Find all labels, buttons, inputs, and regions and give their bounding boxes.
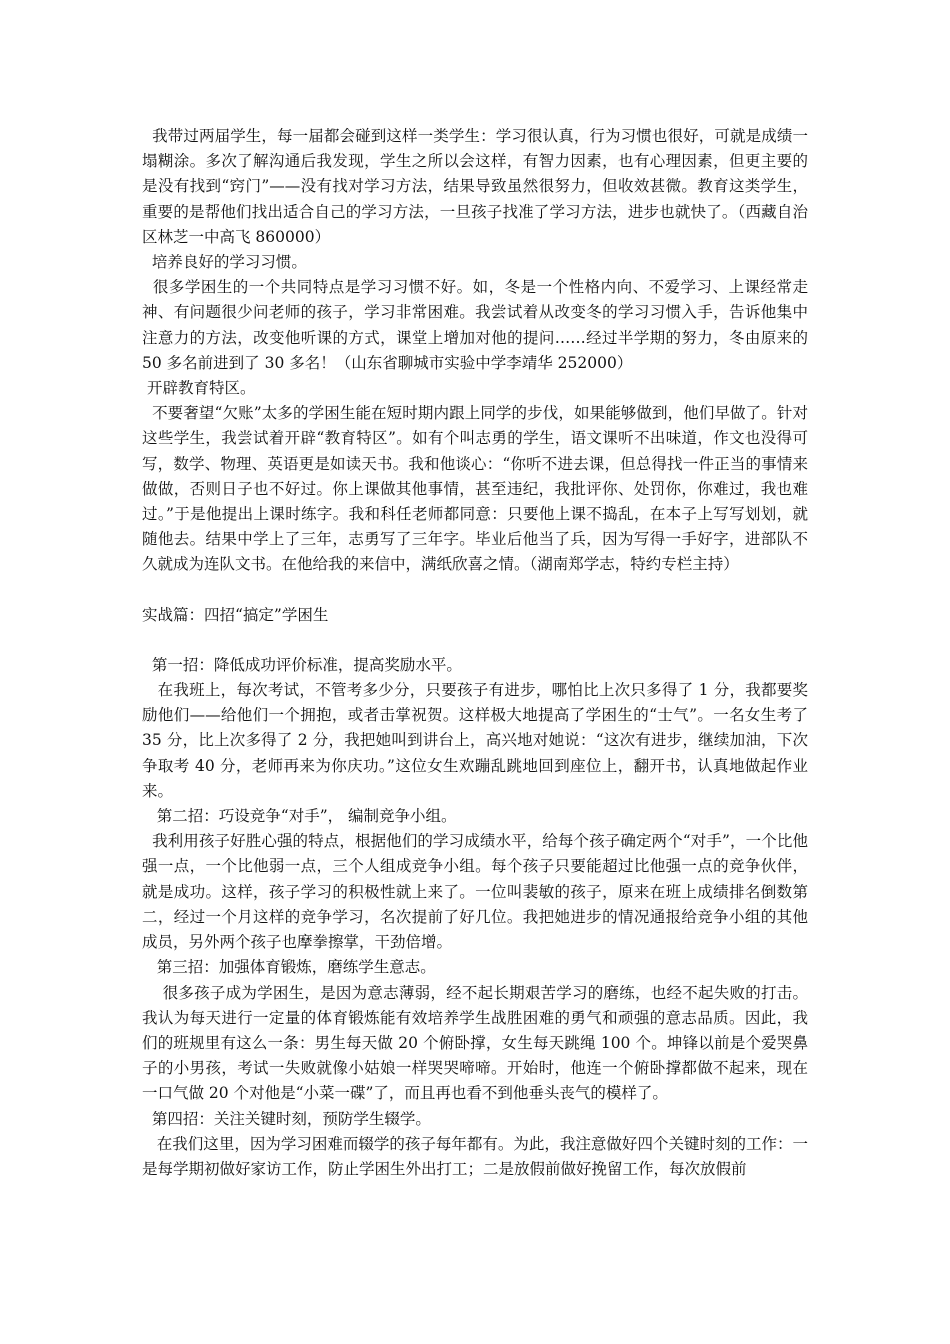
heading-tip-4: 第四招：关注关键时刻，预防学生辍学。 [142, 1109, 431, 1128]
document-body [142, 124, 813, 1182]
paragraph-habits: 很多学困生的一个共同特点是学习习惯不好。如，冬是一个性格内向、不爱学习、上课经常走神、有问题很少问老师的孩子，学习非常困难。我尝试着从改变冬的学习习惯入手，告诉他集中注意力的方法，改变他听课的方式，课堂上增加对他的提问……经过半学期的努力，冬由原来的 50 多名前进到了 30 多名！（山东省聊城市实验中学李靖华 252000） [142, 278, 813, 372]
paragraph-intro: 我带过两届学生，每一届都会碰到这样一类学生：学习很认真，行为习惯也很好，可就是成绩一塌糊涂。多次了解沟通后我发现，学生之所以会这样，有智力因素，也有心理因素，但更主要的是没有找到“窍门”——没有找对学习方法，结果导致虽然很努力，但收效甚微。教育这类学生，重要的是帮他们找出适合自己的学习方法，一旦孩子找准了学习方法，进步也就快了。（西藏自治区林芝一中高飞 860000） [142, 127, 808, 246]
paragraph-special-zone: 不要奢望“欠账”太多的学困生能在短时期内跟上同学的步伐，如果能够做到，他们早做了。针对这些学生，我尝试着开辟“教育特区”。如有个叫志勇的学生，语文课听不出味道，作文也没得可写，数学、物理、英语更是如读天书。我和他谈心：“你听不进去课，但总得找一件正当的事情来做做，否则日子也不好过。你上课做其他事情，甚至违纪，我批评你、处罚你，你难过，我也难过。”于是他提出上课时练字。我和科任老师都同意：只要他上课不捣乱，在本子上写写划划，就随他去。结果中学上了三年，志勇写了三年字。毕业后他当了兵，因为写得一手好字，进部队不久就成为连队文书。在他给我的来信中，满纸欣喜之情。（湖南郑学志，特约专栏主持） [142, 404, 808, 574]
heading-tip-1: 第一招：降低成功评价标准，提高奖励水平。 [142, 655, 462, 674]
section-title: 实战篇：四招“搞定”学困生 [142, 605, 329, 624]
spacer [142, 578, 808, 603]
heading-tip-3: 第三招：加强体育锻炼，磨练学生意志。 [142, 958, 436, 977]
paragraph-tip-4: 在我们这里，因为学习困难而辍学的孩子每年都有。为此，我注意做好四个关键时刻的工作：一是每学期初做好家访工作，防止学困生外出打工；二是放假前做好挽留工作，每次放假前 [142, 1134, 808, 1178]
heading-special-zone: 开辟教育特区。 [142, 379, 256, 398]
paragraph-tip-2: 我利用孩子好胜心强的特点，根据他们的学习成绩水平，给每个孩子确定两个“对手”，一个比他强一点，一个比他弱一点，三个人组成竞争小组。每个孩子只要能超过比他强一点的竞争伙伴，就是成功。这样，孩子学习的积极性就上来了。一位叫裴敏的孩子，原来在班上成绩排名倒数第二，经过一个月这样的竞争学习，名次提前了好几位。我把她进步的情况通报给竞争小组的其他成员，另外两个孩子也摩拳擦掌，干劲倍增。 [142, 832, 808, 952]
heading-habits: 培养良好的学习习惯。 [142, 253, 307, 272]
paragraph-tip-3: 很多孩子成为学困生，是因为意志薄弱，经不起长期艰苦学习的磨练，也经不起失败的打击。我认为每天进行一定量的体育锻炼能有效培养学生战胜困难的勇气和顽强的意志品质。因此，我们的班规里有这么一条：男生每天做 20 个俯卧撑，女生每天跳绳 100 个。坤锋以前是个爱哭鼻子的小男孩，考试一失败就像小姑娘一样哭哭啼啼。开始时，他连一个俯卧撑都做不起来，现在一口气做 20 个对他是“小菜一碟”了，而且再也看不到他垂头丧气的模样了。 [142, 983, 808, 1103]
spacer [142, 628, 808, 653]
paragraph-tip-1: 在我班上，每次考试，不管考多少分，只要孩子有进步，哪怕比上次只多得了 1 分，我都要奖励他们——给他们一个拥抱，或者击掌祝贺。这样极大地提高了学困生的“士气”。一名女生考了 35 分，比上次多得了 2 分，我把她叫到讲台上，高兴地对她说：“这次有进步，继续加油，下次争取考 40 分，老师再来为你庆功。”这位女生欢蹦乱跳地回到座位上，翻开书，认真地做起作业来。 [142, 681, 813, 800]
heading-tip-2: 第二招：巧设竞争“对手”， 编制竞争小组。 [142, 807, 457, 826]
